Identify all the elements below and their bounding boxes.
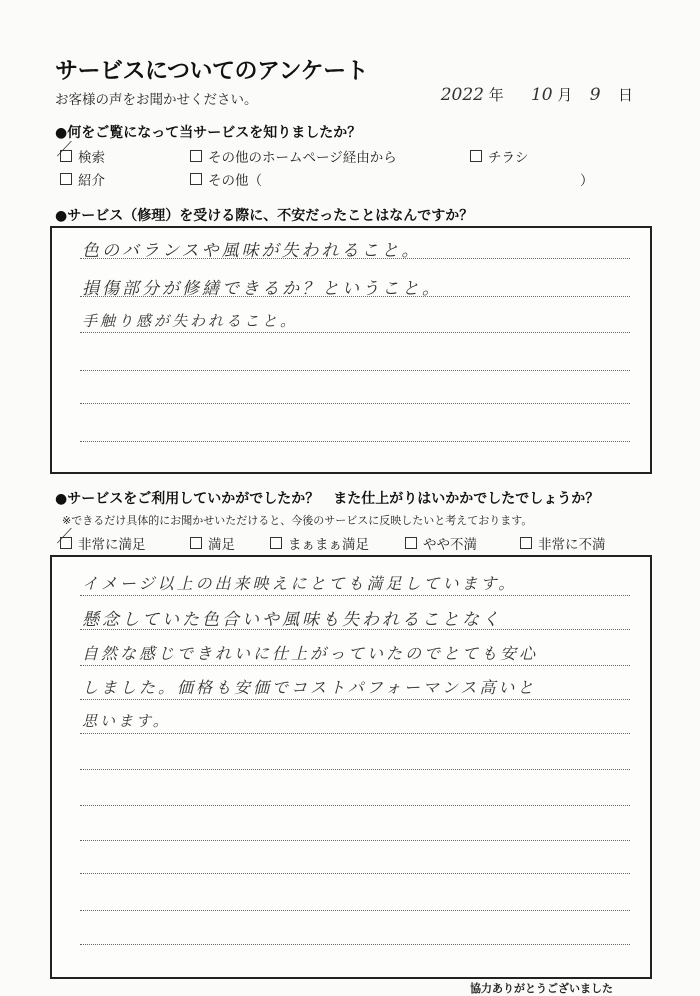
handwritten-answer-line: 思います。 bbox=[82, 712, 171, 730]
ruled-line bbox=[80, 441, 630, 442]
ruled-line bbox=[80, 944, 630, 945]
checkbox-checked-icon[interactable] bbox=[60, 150, 72, 162]
q3-option-very-satisfied[interactable] bbox=[60, 533, 146, 553]
q3-option-very-dissatisfied[interactable] bbox=[520, 533, 606, 553]
date-day: 9 bbox=[589, 85, 601, 105]
q3-option-somewhat-satisfied[interactable] bbox=[270, 533, 369, 553]
handwritten-answer-line: 色のバランスや風味が失われること。 bbox=[82, 241, 422, 261]
ruled-line bbox=[80, 805, 630, 806]
ruled-line bbox=[80, 769, 630, 770]
q3-question: ●サービスをご利用していかがでしたか？ また仕上がりはいかかでしたでしょうか？ bbox=[55, 491, 600, 507]
q1-option-other-homepage[interactable] bbox=[190, 146, 397, 166]
checkbox-icon[interactable] bbox=[520, 537, 532, 549]
handwritten-answer-line: 自然な感じできれいに仕上がっていたのでとても安心 bbox=[82, 644, 539, 663]
q1-option-other[interactable] bbox=[190, 169, 262, 189]
ruled-line bbox=[80, 665, 630, 666]
handwritten-answer-line: 損傷部分が修繕できるか？ということ。 bbox=[82, 279, 442, 299]
q3-option-label: 満足 bbox=[208, 537, 235, 553]
ruled-line bbox=[80, 733, 630, 734]
ruled-line bbox=[80, 403, 630, 404]
handwritten-answer-line: 懸念していた色合いや風味も失われることなく bbox=[82, 610, 502, 630]
footer-thanks: 協力ありがとうございました bbox=[470, 982, 613, 995]
q3-option-somewhat-dissatisfied[interactable] bbox=[405, 533, 477, 553]
q1-option-label: その他（ bbox=[208, 173, 262, 189]
ruled-line bbox=[80, 332, 630, 333]
handwritten-answer-line: しました。価格も安価でコストパフォーマンス高いと bbox=[82, 678, 537, 697]
q3-option-label: 非常に不満 bbox=[538, 537, 606, 553]
q2-answer-box[interactable] bbox=[50, 226, 652, 474]
ruled-line bbox=[80, 910, 630, 911]
ruled-line bbox=[80, 840, 630, 841]
handwritten-answer-line: 手触り感が失われること。 bbox=[82, 312, 299, 330]
date-month-label: 月 bbox=[557, 86, 573, 104]
q3-note: ※できるだけ具体的にお聞かせいただけると、今後のサービスに反映したいと考えております。 bbox=[62, 514, 533, 527]
handwritten-answer-line: イメージ以上の出来映えにとても満足しています。 bbox=[82, 574, 518, 593]
ruled-line bbox=[80, 370, 630, 371]
ruled-line bbox=[80, 699, 630, 700]
date-day-label: 日 bbox=[617, 86, 633, 104]
q1-option-flyer[interactable] bbox=[470, 146, 529, 166]
checkbox-icon[interactable] bbox=[270, 537, 282, 549]
q3-option-label: やや不満 bbox=[423, 537, 477, 553]
q2-question: ●サービス（修理）を受ける際に、不安だったことはなんですか？ bbox=[55, 208, 474, 224]
checkbox-checked-icon[interactable] bbox=[60, 537, 72, 549]
q3-answer-box[interactable] bbox=[50, 555, 652, 979]
q1-option-label: 検索 bbox=[78, 150, 105, 166]
q1-option-label: チラシ bbox=[488, 150, 529, 166]
q3-option-label: 非常に満足 bbox=[78, 537, 146, 553]
survey-subtitle: お客様の声をお聞かせください。 bbox=[55, 92, 258, 108]
checkbox-icon[interactable] bbox=[190, 150, 202, 162]
date-year: 2022 bbox=[440, 85, 484, 105]
checkbox-icon[interactable] bbox=[190, 173, 202, 185]
checkbox-icon[interactable] bbox=[470, 150, 482, 162]
q1-option-search[interactable] bbox=[60, 146, 105, 166]
survey-date bbox=[420, 84, 640, 105]
q1-option-label: その他のホームページ経由から bbox=[208, 150, 397, 166]
ruled-line bbox=[80, 873, 630, 874]
q1-question: ●何をご覧になって当サービスを知りましたか？ bbox=[55, 125, 362, 141]
date-year-label: 年 bbox=[488, 86, 504, 104]
q3-option-satisfied[interactable] bbox=[190, 533, 235, 553]
q1-option-label: 紹介 bbox=[78, 173, 105, 189]
survey-title: サービスについてのアンケート bbox=[55, 58, 369, 84]
q1-option-referral[interactable] bbox=[60, 169, 105, 189]
date-month: 10 bbox=[530, 85, 553, 105]
q1-other-close-paren: ） bbox=[580, 173, 594, 189]
q3-option-label: まぁまぁ満足 bbox=[288, 537, 369, 553]
ruled-line bbox=[80, 595, 630, 596]
checkbox-icon[interactable] bbox=[190, 537, 202, 549]
checkbox-icon[interactable] bbox=[405, 537, 417, 549]
checkbox-icon[interactable] bbox=[60, 173, 72, 185]
